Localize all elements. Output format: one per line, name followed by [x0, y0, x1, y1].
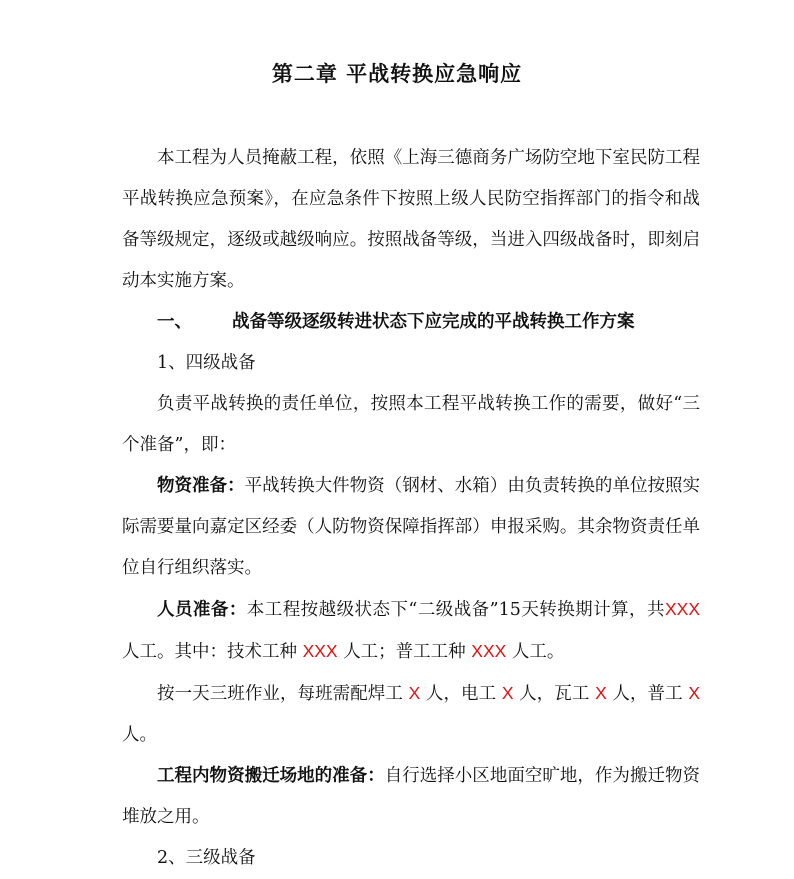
site-paragraph	[122, 756, 700, 838]
shifts-text-2: 人，电工	[425, 684, 497, 704]
personnel-text-1: 本工程按越级状态下“二级战备”15天转换期计算，共	[246, 600, 665, 620]
shifts-paragraph	[122, 673, 700, 756]
shifts-text-1: 按一天三班作业，每班需配焊工	[157, 684, 403, 704]
shifts-text-4: 人，普工	[612, 684, 683, 704]
shifts-text-3: 人，瓦工	[519, 684, 590, 704]
placeholder-laborers: X	[688, 683, 701, 703]
personnel-paragraph	[122, 589, 700, 673]
site-text: 自行选择小区地面空旷地，作为搬迁物资堆放之用。	[122, 766, 701, 827]
level4-paragraph: 负责平战转换的责任单位，按照本工程平战转换工作的需要，做好“三个准备”，即：	[122, 394, 700, 455]
intro-paragraph: 本工程为人员掩蔽工程，依照《上海三德商务广场防空地下室民防工程平战转换应急预案》，在应急条件下按照上级人民防空指挥部门的指令和战备等级规定，逐级或越级响应。按照战备等级，当进入四级战备时，即刻启动本实施方案。	[122, 148, 700, 291]
chapter-title: 第二章 平战转换应急响应	[271, 61, 523, 86]
personnel-label: 人员准备：	[157, 600, 247, 620]
section-number: 一、	[157, 312, 192, 332]
section-heading-text: 战备等级逐级转进状态下应完成的平战转换工作方案	[232, 312, 635, 332]
placeholder-welders: X	[408, 683, 421, 703]
site-label: 工程内物资搬迁场地的准备：	[157, 766, 385, 786]
material-paragraph	[122, 466, 700, 589]
level4-heading: 1、四级战备	[157, 353, 256, 373]
personnel-text-3: 人工；普工工种	[343, 642, 466, 662]
material-text: 平战转换大件物资（钢材、水箱）由负责转换的单位按照实际需要量向嘉定区经委（人防物资保障指挥部）申报采购。其余物资责任单位自行组织落实。	[122, 476, 701, 578]
section-heading	[122, 302, 700, 343]
placeholder-masons: X	[595, 683, 607, 703]
shifts-text-5: 人。	[122, 725, 157, 745]
placeholder-electricians: X	[501, 683, 514, 703]
level3-heading: 2、三级战备	[157, 848, 256, 868]
material-label: 物资准备：	[157, 476, 245, 496]
personnel-text-2: 人工。其中：技术工种	[122, 642, 297, 662]
placeholder-total-workers: XXX	[664, 599, 700, 619]
personnel-text-4: 人工。	[511, 642, 565, 662]
placeholder-technical-workers: XXX	[302, 641, 338, 661]
placeholder-general-workers: XXX	[471, 641, 507, 661]
document-body	[122, 138, 700, 879]
